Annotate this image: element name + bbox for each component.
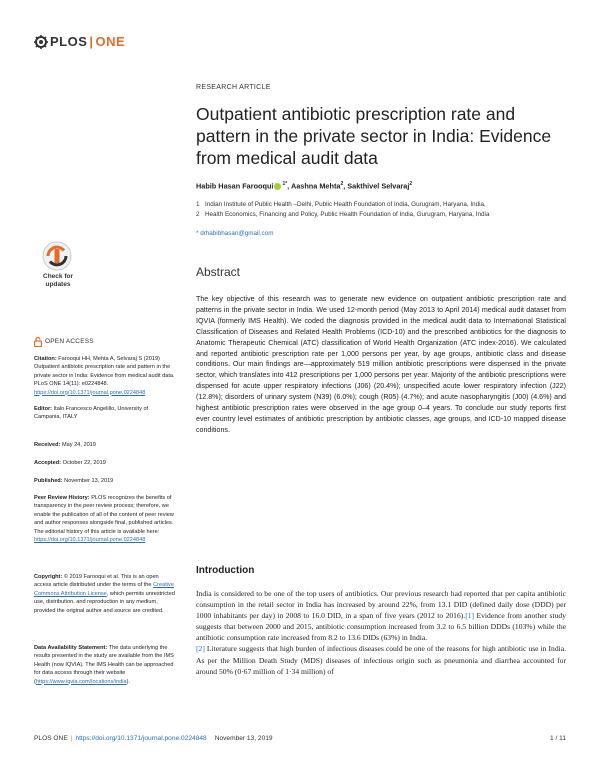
footer-doi-link[interactable]: https://doi.org/10.1371/journal.pone.0224848: [75, 735, 207, 742]
published-date: Published: November 13, 2019: [34, 478, 114, 484]
open-access-label: OPEN ACCESS: [45, 337, 94, 345]
accepted-date: Accepted: October 22, 2019: [34, 460, 106, 466]
check-updates-icon: [42, 241, 72, 271]
journal-logo: [34, 34, 125, 49]
orcid-icon[interactable]: [274, 183, 281, 190]
page-footer: [34, 735, 566, 742]
copyright-block: Copyright: © 2019 Farooqui et al. This is an open access article distributed under the terms of the Creative Commons Attribution License, which permits unrestricted use, distribution, and reproduction in any medium, provided the original author and source are credited.: [34, 574, 175, 614]
peer-review-block: Peer Review History: PLOS recognizes the benefits of transparency in the peer review process; therefore, we enable the publication of all of the content of peer review and author responses alongside final, published articles. The editorial history of this article is available here: https://doi.org/10.1371/journal.pone.0224848: [34, 495, 174, 544]
corresponding-email[interactable]: * drhabibhasan@gmail.com: [196, 230, 274, 237]
citation-doi-link[interactable]: https://doi.org/10.1371/journal.pone.0224848: [34, 389, 146, 396]
article-title: Outpatient antibiotic prescription rate and pattern in the private sector in India: Evidence from medical audit data: [196, 104, 552, 168]
author-name: Habib Hasan Farooqui: [196, 181, 274, 191]
reference-link[interactable]: [2]: [196, 644, 205, 654]
received-date: Received: May 24, 2019: [34, 442, 96, 448]
check-for-updates-badge[interactable]: [34, 241, 82, 299]
check-updates-label: Check for updates: [43, 273, 73, 288]
article-type: RESEARCH ARTICLE: [196, 84, 271, 91]
abstract-text: The key objective of this research was to generate new evidence on outpatient antibiotic prescription rate and patterns in the private sector in India. We used 12-month period (May 2013 to April 2014) medical audit dataset from IQVIA (formerly IMS Health). We coded the diagnosis provided in the medical audit data to International Statistical Classification of Diseases and Related Health Problems (ICD-10) and the prescribed antibiotics for the diagnosis to Anatomic Therapeutic Chemical (ATC) classification of World Health Organization (ATC index-2016). We calculated and reported antibiotic prescription rate per 1,000 persons per year, by age groups, antibiotic class and disease conditions. Our main findings are—approximately 519 million antibiotic prescriptions were dispensed in the private sector, which translates into 412 prescriptions per 1,000 persons per year. Majority of the antibiotic prescriptions were dispensed for acute upper respiratory infections (J06) (20.4%); unspecified acute lower respiratory infection (J22) (12.8%); disorders of urinary system (N39) (6.0%); cough (R05) (4.7%); and acute nasopharyngitis (J00) (4.6%) and highest antibiotic prescription rates were observed in the age group 0–4 years. To conclude our study reports first ever country level estimates of antibiotic prescription by antibiotic classes, age groups, and ICD-10 mapped disease conditions.: [196, 295, 566, 434]
plos-gear-icon: [34, 35, 48, 49]
logo-one-text: ONE: [95, 34, 126, 49]
author-affiliation-mark: 2: [340, 181, 344, 187]
open-access-badge: [34, 337, 176, 347]
data-availability-block: Data Availability Statement: The data underlying the results presented in the study are available from the IMS Health (now IQVIA). The IMS Health can be approached for data access through their website (https://www.iqvia.com/locations/india).: [34, 645, 174, 685]
footer-separator: |: [70, 735, 73, 742]
peer-review-link[interactable]: https://doi.org/10.1371/journal.pone.0224848: [34, 537, 146, 544]
logo-plos-text: PLOS: [50, 34, 88, 49]
reference-link[interactable]: [1]: [465, 611, 475, 621]
author-list: Habib Hasan Farooqui $^{1*}$, Aashna Mehta$^2$, Sakthivel Selvaraj$^2$: [196, 181, 413, 191]
license-link[interactable]: Creative Commons Attribution License: [34, 582, 174, 597]
affiliation-item: 2 Health Economics, Financing and Policy, Public Health Foundation of India, Gurugram, Haryana, India: [196, 211, 490, 218]
editor-block: Editor: Italo Francesco Angelillo, University of Campania, ITALY: [34, 406, 149, 421]
footer-journal: PLOS ONE: [34, 735, 68, 742]
page-number: 1 / 11: [549, 735, 566, 742]
introduction-heading: Introduction: [196, 565, 255, 576]
footer-date: November 13, 2019: [214, 735, 273, 742]
author-name: Sakthivel Selvaraj: [347, 181, 410, 191]
data-source-link[interactable]: https://www.iqvia.com/locations/india: [35, 678, 127, 685]
affiliation-list: [196, 200, 566, 220]
abstract-heading: Abstract: [196, 265, 241, 279]
affiliation-item: 1 Indian Institute of Public Health –Delhi, Public Health Foundation of India, Gurugram, Haryana, India,: [196, 201, 486, 208]
introduction-text: India is considered to be one of the top users of antibiotics. Our previous research had reported that per capita antibiotic consumption in the retail sector in India has increased by around 22%, from 13.1 DID (defined daily dose (DDD) per 1000 inhabitants per day) in 2008 to 16.0 DID, in a span of five years (2012 to 2016).[1] Evidence from another study suggests that between 2000 and 2015, antibiotic consumption increased from 3.2 to 6.5 billion DDDs (103%) while the antibiotic consumption rate increased from 8.2 to 13.6 DIDs (63%) in India. [2] Literature suggests that high burden of infectious diseases could be one of the reasons for high antibiotic use in India. As per the Million Death Study (MDS) diseases of infectious origin such as pneumonia and diarrhea accounted for around 50% (0·67 million of 1·34 million) of: [196, 589, 566, 676]
author-name: Aashna Mehta: [290, 181, 341, 191]
open-lock-icon: [34, 337, 42, 347]
citation-block: Citation: Farooqui HH, Mehta A, Selvaraj S (2019) Outpatient antibiotic prescription rate and pattern in the private sector in India: Evidence from medical audit data. PLoS ONE 14(11): e0224848. https://doi.org/10.1371/journal.pone.0224848: [34, 356, 175, 396]
author-affiliation-mark: 2: [409, 181, 413, 187]
logo-separator: |: [89, 34, 94, 49]
author-affiliation-mark: 1*: [282, 181, 288, 187]
